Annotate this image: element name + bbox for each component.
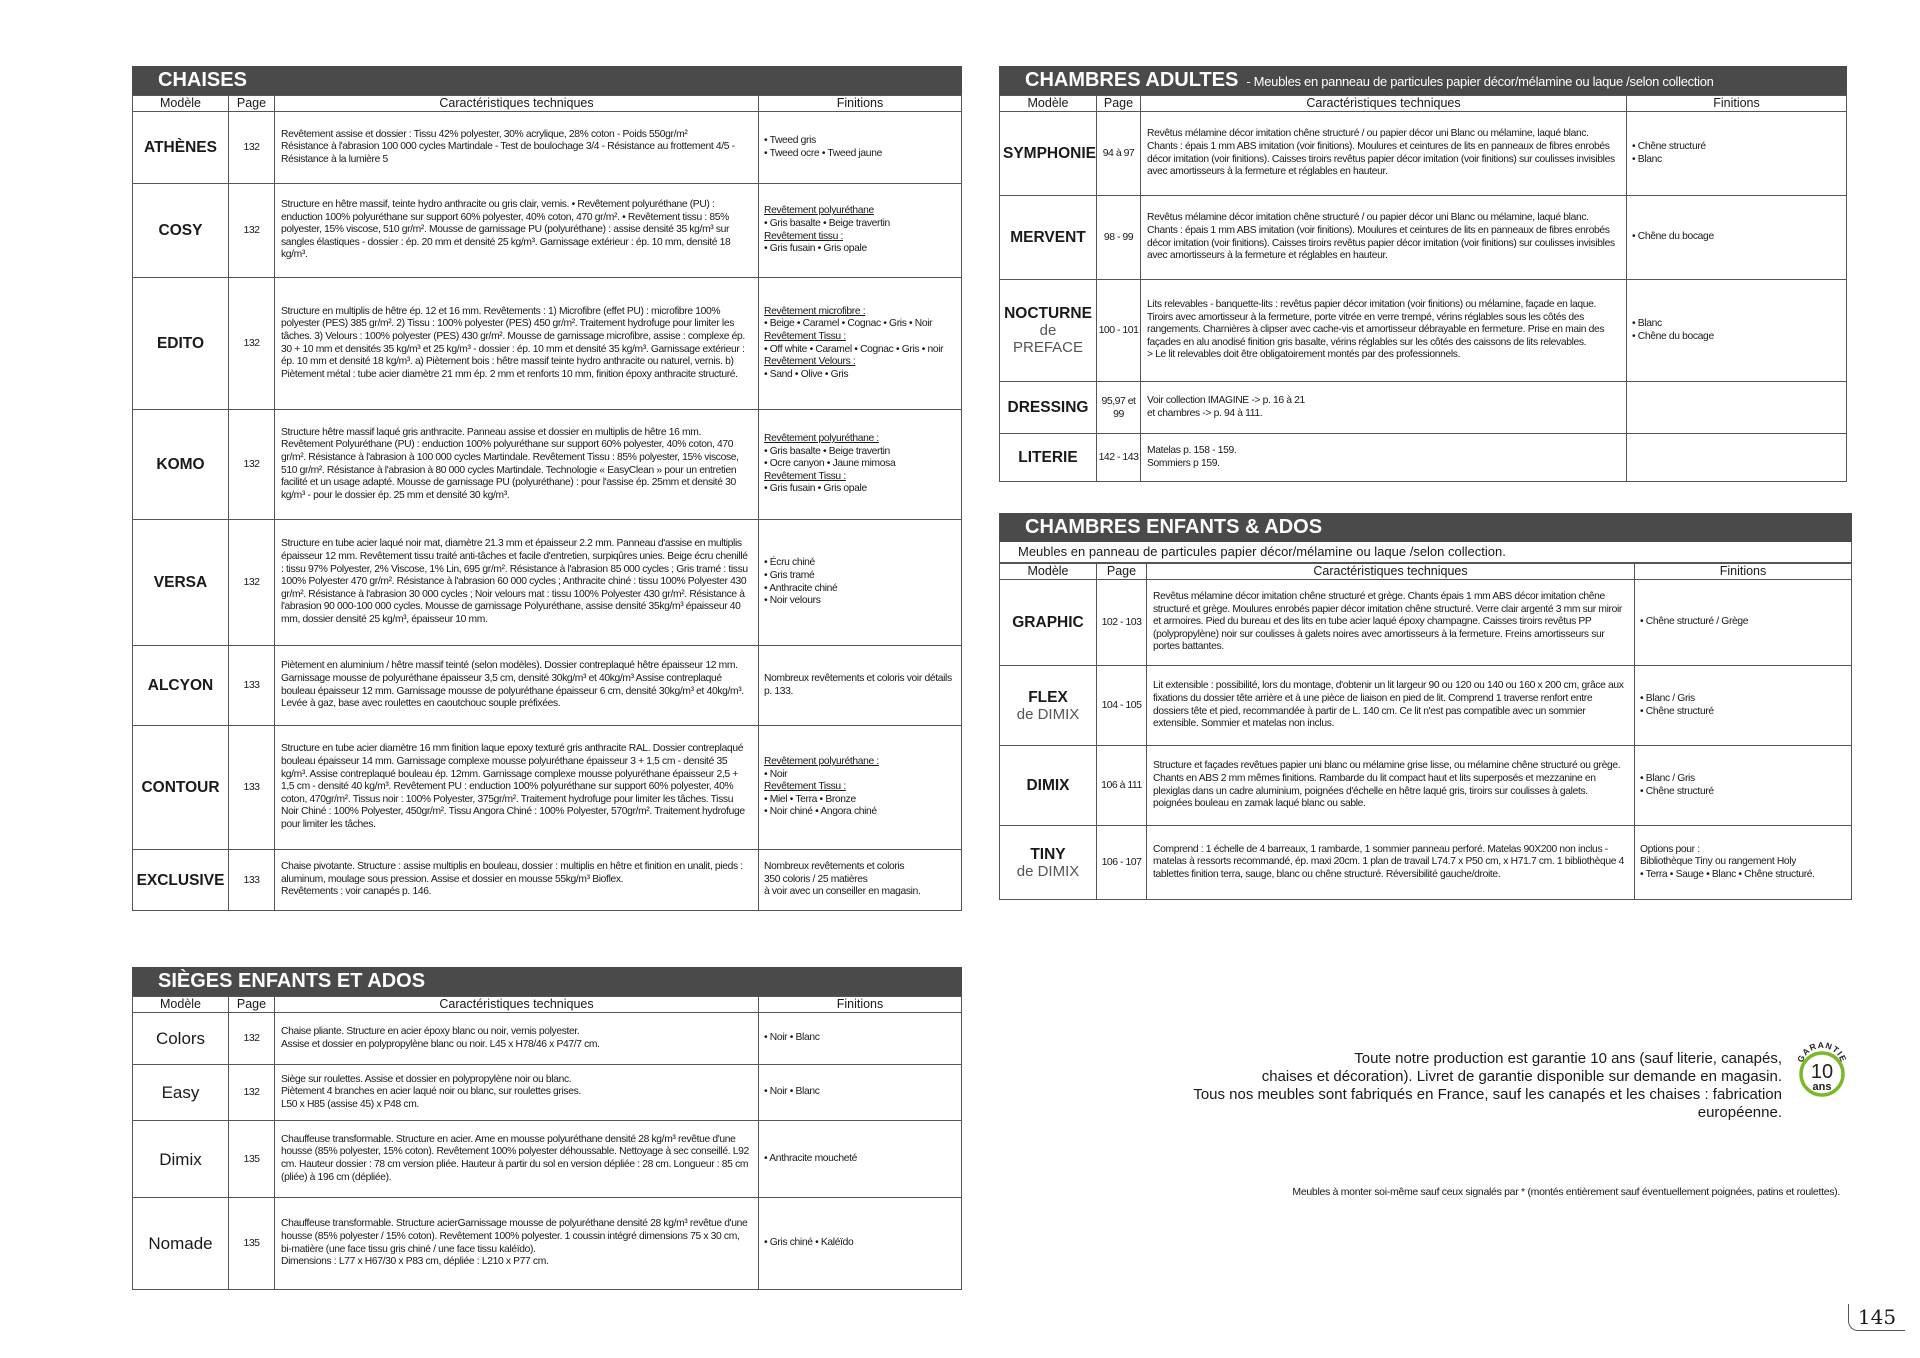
model-name: [133, 1198, 229, 1290]
finishes-cell: [1627, 280, 1847, 382]
specs-cell: [275, 1065, 759, 1121]
chambres-adultes-subtitle: - Meubles en panneau de particules papier décor/mélamine ou laque /selon collection: [1246, 74, 1714, 89]
model-label: ATHÈNES: [144, 139, 217, 156]
sieges-table: [132, 996, 962, 1290]
specs-cell: [1141, 434, 1627, 482]
page-ref: 132: [229, 1013, 275, 1065]
table-header: [133, 997, 962, 1013]
finishes-cell: [759, 850, 962, 911]
finish-item: Revêtement polyuréthane :: [764, 433, 879, 445]
chambres-adultes-panel: [999, 66, 1847, 482]
page-ref: 94 à 97: [1097, 112, 1141, 196]
spec-text: Structure en tube acier diamètre 16 mm finition laque epoxy texturé gris anthracite RAL. Dossier contreplaqué bouleau épaisseur 14 mm. Garnissage complexe mousse polyuréthane épaisseur 3 + 1,5 cm - densité 35 kg/m³. Assise contreplaqué bouleau ép. 12mm. Garnissage complexe mousse polyuréthane épaisseur 2,5 + 1,5 cm - densité 40 kg/m³. Revêtement PU : enduction 100% polyuréthane sur support 60% polyester, 40% coton, 470gr/m². Tissus noir : 100% Polyester, 375gr/m². Traitement hydrofuge pour limiter les tâches. Tissu Noir Chiné : 100% Polyester, 450gr/m². Tissu Angora Chiné : 100% Polyester, 570gr/m². Traitement hydrofuge pour limiter les tâches.: [281, 743, 745, 830]
chambres-enfants-table: [999, 563, 1852, 900]
page-ref: 104 - 105: [1097, 666, 1147, 746]
finish-item: Revêtement Tissu :: [764, 781, 846, 793]
chaises-panel: [132, 66, 962, 911]
model-name: [133, 850, 229, 911]
model-name: [1000, 382, 1097, 434]
spec-text: et chambres -> p. 94 à 111.: [1147, 407, 1263, 419]
page-ref: 102 - 103: [1097, 580, 1147, 666]
finish-item: • Gris basalte • Beige travertin: [764, 217, 890, 229]
model-name: [1000, 746, 1097, 826]
page-ref: 133: [229, 850, 275, 911]
finish-item: 350 coloris / 25 matières: [764, 873, 868, 885]
header-specs: Caractéristiques techniques: [1141, 96, 1627, 112]
spec-text: Voir collection IMAGINE -> p. 16 à 21: [1147, 394, 1305, 406]
finish-item: • Noir: [764, 768, 788, 780]
chaises-title: CHAISES: [132, 66, 962, 95]
model-name: [133, 1013, 229, 1065]
guarantee-text: [1110, 1050, 1782, 1122]
finish-item: • Chêne structuré: [1632, 140, 1706, 152]
model-name: [133, 1065, 229, 1121]
spec-text: Résistance à l'abrasion 100 000 cycles Martindale - Test de boulochage 3/4 - Résistance au frottement 4/5 - Résistance à la lumière 5: [281, 141, 735, 165]
finish-item: • Beige • Caramel • Cognac • Gris • Noir: [764, 318, 933, 330]
spec-text: Chauffeuse transformable. Structure en acier. Ame en mousse polyuréthane densité 28 kg/m³ revêtue d'une housse (85% polyester, 15% coton). Revêtement 100% polyester déhoussable. Nettoyage à sec conseillé. L92 cm. Hauteur dossier : 78 cm version pliée. Hauteur à partir du sol en version dépliée : 28 cm. Longueur : 85 cm (pliée) à 196 cm (dépliée).: [281, 1133, 749, 1183]
specs-cell: [275, 1198, 759, 1290]
header-page: Page: [229, 96, 275, 112]
header-model: Modèle: [133, 96, 229, 112]
finish-item: • Gris chiné • Kaléïdo: [764, 1237, 854, 1249]
table-row: [1000, 666, 1852, 746]
page-ref: 106 à 111: [1097, 746, 1147, 826]
model-label: DRESSING: [1007, 399, 1089, 416]
finish-item: Revêtement polyuréthane: [764, 205, 874, 217]
spec-text: Lit extensible : possibilité, lors du montage, d'obtenir un lit largeur 90 ou 120 ou 140 ou 160 x 200 cm, grâce aux fixations du dossier tête arrière et à une pièce de liaison en pied de lit. Comprend 1 traverse renfort entre dossiers tête et pied, recommandée à partir de L. 140 cm. Ce lit n'est pas compatible avec un sommier extensible. Sommier et matelas non inclus.: [1153, 680, 1624, 730]
specs-cell: [275, 646, 759, 726]
table-row: [133, 726, 962, 850]
model-label: Easy: [161, 1083, 200, 1102]
header-page: Page: [1097, 96, 1141, 112]
specs-cell: [275, 410, 759, 520]
spec-text: Comprend : 1 échelle de 4 barreaux, 1 rambarde, 1 sommier panneau perforé. Matelas 90X200 non inclus - matelas à ressorts recommandé, ép. maxi 20cm. 1 plan de travail L74.7 x P50 cm, x H71.7 cm. 1 bibliothèque 4 tablettes finition terra, sauge, blanc ou chêne structuré. Réversibilité gauche/droite.: [1153, 843, 1625, 880]
finish-item: Revêtement Velours :: [764, 356, 856, 368]
model-name: [133, 112, 229, 184]
finish-item: • Gris fusain • Gris opale: [764, 243, 867, 255]
header-page: Page: [229, 997, 275, 1013]
finish-item: Bibliothèque Tiny ou rangement Holy: [1640, 856, 1797, 868]
page-ref: 132: [229, 1065, 275, 1121]
spec-text: Lits relevables - banquette-lits : revêtus papier décor imitation (voir finitions) ou mélamine, façade en laque. Tiroirs avec amortisseur à la fermeture, porte vitrée en verre trempé, vérins réglables sous les côtés des rangements. Charnières à clipser avec cache-vis et amortisseur débrayable en fermeture. Prise en main des façades en alu anodisé finition gris basalte, vérins réglables sur les côtés des caissons de lits relevables.: [1147, 299, 1605, 348]
spec-text: > Le lit relevables doit être obligatoirement montés par des professionnels.: [1147, 349, 1461, 361]
page-ref: 142 - 143: [1097, 434, 1141, 482]
table-row: [133, 646, 962, 726]
guarantee-badge-icon: [1790, 1038, 1854, 1102]
table-header: [133, 96, 962, 112]
table-row: [1000, 434, 1847, 482]
spec-text: Piètement 4 branches en acier laqué noir ou blanc, sur roulettes grises.: [281, 1086, 581, 1098]
model-label: EXCLUSIVE: [136, 871, 225, 889]
sieges-title: SIÈGES ENFANTS ET ADOS: [132, 967, 962, 996]
finish-item: • Ocre canyon • Jaune mimosa: [764, 458, 896, 470]
spec-text: Structure et façades revêtues papier uni blanc ou mélamine grise lisse, ou mélamine chêne structuré ou grège. Chants en ABS 2 mm mêmes finitions. Rambarde du lit compact haut et lits superposés et mezzanine en plexiglas dans un cadre aluminium, poignées d'échelle en hêtre laqué gris, tiroirs sur coulisses à galets. poignées bouleau en zamak laqué blanc ou sable.: [1153, 760, 1621, 810]
finish-item: Revêtement microfibre :: [764, 305, 866, 317]
specs-cell: [1141, 112, 1627, 196]
finishes-cell: [759, 184, 962, 278]
page-ref: 106 - 107: [1097, 826, 1147, 900]
finish-item: • Tweed gris: [764, 134, 816, 146]
table-row: [133, 1013, 962, 1065]
finish-item: • Noir chiné • Angora chiné: [764, 806, 877, 818]
finish-item: Nombreux revêtements et coloris voir détails p. 133.: [764, 672, 952, 697]
table-row: [133, 184, 962, 278]
specs-cell: [1141, 382, 1627, 434]
finishes-cell: [759, 410, 962, 520]
header-specs: Caractéristiques techniques: [1147, 564, 1635, 580]
table-row: [133, 278, 962, 410]
page-ref: 132: [229, 410, 275, 520]
finish-item: Revêtement Tissu :: [764, 470, 846, 482]
model-name: [133, 184, 229, 278]
model-label: Dimix: [159, 1149, 202, 1169]
specs-cell: [275, 112, 759, 184]
guarantee-line-3: Tous nos meubles sont fabriqués en France, sauf les canapés et les chaises : fabrication européenne.: [1193, 1086, 1782, 1121]
finishes-cell: [1627, 196, 1847, 280]
specs-cell: [275, 184, 759, 278]
header-specs: Caractéristiques techniques: [275, 997, 759, 1013]
finish-item: • Chêne structuré: [1640, 785, 1714, 797]
model-label: GRAPHIC: [1012, 614, 1084, 631]
chambres-enfants-panel: [999, 513, 1852, 900]
specs-cell: [1147, 746, 1635, 826]
finishes-cell: [1635, 580, 1852, 666]
page-ref: 133: [229, 726, 275, 850]
spec-text: Chauffeuse transformable. Structure acierGarnissage mousse de polyuréthane densité 28 kg/m³ revêtue d'une housse (85% polyester / 15% coton). Revêtement 100% polyester. 1 coussin intégré dimensions 75 x 30 cm, bi-matière (une face tissu gris chiné / une face tissu kaléïdo).: [281, 1218, 748, 1255]
table-row: [1000, 826, 1852, 900]
sieges-body: [133, 1013, 962, 1290]
specs-cell: [1141, 196, 1627, 280]
spec-text: Assise et dossier en polypropylène blanc ou noir. L45 x H78/46 x P47/7 cm.: [281, 1038, 600, 1050]
spec-text: L50 x H85 (assise 45) x P48 cm.: [281, 1098, 419, 1110]
model-label: COSY: [158, 222, 203, 239]
model-label: CONTOUR: [141, 779, 220, 796]
header-model: Modèle: [133, 997, 229, 1013]
finish-item: Revêtement tissu :: [764, 230, 843, 242]
chambres-enfants-title: CHAMBRES ENFANTS & ADOS: [999, 513, 1852, 542]
model-label: DIMIX: [1026, 777, 1070, 794]
page-ref: 133: [229, 646, 275, 726]
specs-cell: [1141, 280, 1627, 382]
table-row: [1000, 112, 1847, 196]
chambres-adultes-body: [1000, 112, 1847, 482]
header-finishes: Finitions: [1635, 564, 1852, 580]
table-row: [1000, 382, 1847, 434]
page-ref: 132: [229, 184, 275, 278]
model-subtitle: de: [1039, 322, 1057, 339]
specs-cell: [275, 726, 759, 850]
finish-item: • Gris fusain • Gris opale: [764, 483, 867, 495]
model-label: SYMPHONIE: [1003, 145, 1097, 162]
finishes-cell: [1627, 382, 1847, 434]
specs-cell: [275, 1121, 759, 1198]
spec-text: Revêtement assise et dossier : Tissu 42% polyester, 30% acrylique, 28% coton - Poids 550gr/m²: [281, 128, 688, 140]
model-label: ALCYON: [147, 677, 214, 694]
finish-item: • Sand • Olive • Gris: [764, 368, 849, 380]
finish-item: • Noir • Blanc: [764, 1086, 820, 1098]
model-name: [133, 1121, 229, 1198]
table-row: [133, 1121, 962, 1198]
finishes-cell: [1635, 826, 1852, 900]
finishes-cell: [1627, 112, 1847, 196]
header-page: Page: [1097, 564, 1147, 580]
finish-item: • Noir • Blanc: [764, 1032, 820, 1044]
finishes-cell: [759, 1121, 962, 1198]
finish-item: • Tweed ocre • Tweed jaune: [764, 147, 882, 159]
spec-text: Revêtements : voir canapés p. 146.: [281, 886, 432, 898]
model-name: [133, 520, 229, 646]
table-row: [133, 410, 962, 520]
finish-item: • Blanc / Gris: [1640, 772, 1695, 784]
header-finishes: Finitions: [1627, 96, 1847, 112]
specs-cell: [275, 1013, 759, 1065]
finish-item: • Chêne structuré / Grège: [1640, 616, 1749, 628]
finish-item: • Terra • Sauge • Blanc • Chêne structuré.: [1640, 868, 1815, 880]
header-model: Modèle: [1000, 96, 1097, 112]
model-name: [1000, 196, 1097, 280]
chambres-adultes-table: [999, 95, 1847, 482]
page-number: 145: [1848, 1304, 1905, 1331]
badge-unit: ans: [1812, 1081, 1832, 1093]
table-row: [133, 520, 962, 646]
specs-cell: [1147, 666, 1635, 746]
finish-item: • Blanc / Gris: [1640, 692, 1695, 704]
header-model: Modèle: [1000, 564, 1097, 580]
specs-cell: [275, 850, 759, 911]
table-row: [133, 112, 962, 184]
header-specs: Caractéristiques techniques: [275, 96, 759, 112]
header-finishes: Finitions: [759, 997, 962, 1013]
finish-item: • Anthracite moucheté: [764, 1152, 857, 1164]
page-ref: 132: [229, 520, 275, 646]
specs-cell: [275, 278, 759, 410]
page-ref: 95,97 et 99: [1097, 382, 1141, 434]
table-header: [1000, 96, 1847, 112]
spec-text: Structure hêtre massif laqué gris anthracite. Panneau assise et dossier en multiplis de hêtre 16 mm. Revêtement Polyuréthane (PU) : enduction 100% polyuréthane sur support 60% polyester, 40% coton, 470 gr/m². Résistance à l'abrasion à 100 000 cycles Martindale. Revêtement Tissu : 85% polyester, 15% viscose, 510 gr/m². Résistance à l'abrasion à 80 000 cycles Martindale. Technologie « EasyClean » pour un entretien facilité et un usage adapté. Mousse de garnissage PU (polyuréthane) : pour l'assise ép. 25mm et densité 30 kg/m³ - pour le dossier ép. 25 mm et densité 30 kg/m³.: [281, 426, 739, 501]
finish-item: • Chêne structuré: [1640, 705, 1714, 717]
model-name: [1000, 280, 1097, 382]
finish-item: • Gris tramé: [764, 569, 815, 581]
finish-item: Nombreux revêtements et coloris: [764, 861, 905, 873]
table-row: [1000, 280, 1847, 382]
model-label: EDITO: [156, 335, 205, 352]
finish-item: • Chêne du bocage: [1632, 330, 1714, 342]
specs-cell: [275, 520, 759, 646]
page-ref: 135: [229, 1198, 275, 1290]
assembly-note: Meubles à monter soi-même sauf ceux signalés par * (montés entièrement sauf éventuellement poignées, patins et roulettes).: [1292, 1186, 1840, 1198]
finishes-cell: [1635, 666, 1852, 746]
finish-item: • Chêne du bocage: [1632, 231, 1714, 243]
spec-text: Structure en hêtre massif, teinte hydro anthracite ou gris clair, vernis. • Revêtement polyuréthane (PU) : enduction 100% polyuréthane sur support 60% polyester, 40% coton, 470 gr/m². • Revêtement tissu : 85% polyester, 15% viscose, 510 gr/m². Mousse de garnissage PU (polyuréthane) : assise densité 35 kg/m³ sur sangles élastiques - dossier : ép. 20 mm et densité 25 kg/m³. Garnissage extérieur : ép. 10 mm, densité 18 kg/m³.: [281, 199, 731, 261]
specs-cell: [1147, 826, 1635, 900]
spec-text: Matelas p. 158 - 159.: [1147, 444, 1237, 456]
finishes-cell: [1635, 746, 1852, 826]
finishes-cell: [759, 520, 962, 646]
finish-item: • Écru chiné: [764, 557, 815, 569]
finishes-cell: [759, 278, 962, 410]
finish-item: • Miel • Terra • Bronze: [764, 793, 856, 805]
chaises-body: [133, 112, 962, 911]
spec-text: Piètement en aluminium / hêtre massif teinté (selon modèles). Dossier contreplaqué hêtre épaisseur 12 mm. Garnissage mousse de polyuréthane épaisseur 3,5 cm, densité 30kg/m³ et 40kg/m³ Assise contreplaqué bouleau épaisseur 12 mm. Garnissage mousse de polyuréthane épaisseur 6 cm, densité 30kg/m³ et 40kg/m³. Levée à gaz, base avec roulettes en caoutchouc souple préfixées.: [281, 660, 744, 710]
model-subtitle: de DIMIX: [1016, 862, 1080, 880]
table-row: [1000, 580, 1852, 666]
finishes-cell: [759, 1198, 962, 1290]
sieges-panel: [132, 967, 962, 1290]
table-header: [1000, 564, 1852, 580]
spec-text: Structure en multiplis de hêtre ép. 12 et 16 mm. Revêtements : 1) Microfibre (effet PU) : microfibre 100% polyester (PES) 385 gr/m². 2) Tissu : 100% polyester (PES) 450 gr/m². Traitement hydrofuge pour limiter les tâches. 3) Velours : 100% polyester (PES) 430 gr/m². Mousse de garnissage microfibre, assise : complexe ép. 30 + 10 mm et densités 35 kg/m³ et 25 kg/m³ - dossier : ép. 10 mm et densité 35 kg/m³. Garnissage extérieur : ép. 10 mm et densité 18 kg/m³. a) Piètement bois : hêtre massif teinte hydro anthracite ou naturel, vernis. b) Piètement métal : tube acier diamètre 21 mm ép. 2 mm et renforts 10 mm, finition époxy anthracite structuré.: [281, 305, 745, 380]
spec-text: Revêtus mélamine décor imitation chêne structuré et grège. Chants épais 1 mm ABS décor imitation chêne structuré et grège. Moulures enrobés papier décor imitation chêne structuré. Verre clair argenté 3 mm sur miroir et armoires. Pied du bureau et des lits en tube acier laqué époxy champagne. Caisses tiroirs revêtus PP (polypropylène) noir sur coulisses à galets noires avec amortisseurs à la fermeture. Freins amortisseurs sur portes battantes.: [1153, 591, 1623, 653]
spec-text: Structure en tube acier laqué noir mat, diamètre 21.3 mm et épaisseur 2.2 mm. Panneau d'assise en multiplis épaisseur 12 mm. Revêtement tissu traité anti-tâches et facile d'entretien, surpiqûres unies. Beige écru chenillé : tissu 97% Polyester, 2% Viscose, 1% Lin, 695 gr/m². Résistance à l'abrasion 85 000 cycles ; Gris tramé : tissu 100% Polyester 470 gr/m². Résistance à l'abrasion 60 000 cycles ; Anthracite chiné : tissu 100% Polyester 430 gr/m². Résistance à l'abrasion 30 000 cycles ; Noir velours mat : tissu 100% Polyester 430 gr/m². Résistance à l'abrasion 90 000-100 000 cycles. Mousse de garnissage Polyuréthane, assise densité 35kg/m³ épaisseur 40 mm, dossier densité 25 kg/m³, épaisseur 10 mm.: [281, 538, 748, 625]
table-row: [1000, 196, 1847, 280]
finish-item: Options pour :: [1640, 843, 1700, 855]
model-name: [133, 410, 229, 520]
guarantee-line-1: Toute notre production est garantie 10 ans (sauf literie, canapés,: [1354, 1050, 1782, 1067]
model-label: Colors: [155, 1029, 206, 1048]
chambres-adultes-heading: CHAMBRES ADULTES: [1025, 69, 1239, 91]
model-label: Nomade: [148, 1234, 213, 1253]
table-row: [133, 1065, 962, 1121]
model-label: LITERIE: [1018, 449, 1078, 466]
model-name: [133, 726, 229, 850]
chaises-table: [132, 95, 962, 911]
finish-item: Revêtement Tissu :: [764, 330, 846, 342]
page-ref: 100 - 101: [1097, 280, 1141, 382]
finishes-cell: [759, 1065, 962, 1121]
page-ref: 132: [229, 278, 275, 410]
badge-number: 10: [1810, 1061, 1834, 1083]
table-row: [133, 1198, 962, 1290]
chambres-adultes-title: [999, 66, 1847, 95]
spec-text: Chaise pivotante. Structure : assise multiplis en bouleau, dossier : multiplis en hêtre et finition en unalit, pieds : aluminum, moulage sous pression. Assise et dossier en mousse 55kg/m³ Bioflex.: [281, 861, 743, 885]
model-label: KOMO: [156, 456, 205, 473]
finish-item: • Noir velours: [764, 595, 821, 607]
model-name: [1000, 434, 1097, 482]
page-ref: 135: [229, 1121, 275, 1198]
model-name: [1000, 112, 1097, 196]
finishes-cell: [759, 646, 962, 726]
model-name: [1000, 826, 1097, 900]
model-subtitle: de DIMIX: [1016, 705, 1080, 723]
badge-arc-text: GARANTIE: [1795, 1039, 1849, 1064]
model-name: [133, 646, 229, 726]
model-label: TINY: [1030, 845, 1066, 863]
spec-text: Siège sur roulettes. Assise et dossier en polypropylène noir ou blanc.: [281, 1073, 572, 1085]
spec-text: Sommiers p 159.: [1147, 457, 1220, 469]
model-label: VERSA: [153, 574, 208, 591]
table-row: [1000, 746, 1852, 826]
model-subtitle: PREFACE: [1012, 339, 1084, 356]
model-name: [133, 278, 229, 410]
chambres-enfants-subline: Meubles en panneau de particules papier décor/mélamine ou laque /selon collection.: [999, 542, 1852, 563]
model-label: NOCTURNE: [1004, 305, 1092, 322]
finish-item: • Anthracite chiné: [764, 582, 838, 594]
finish-item: • Gris basalte • Beige travertin: [764, 445, 890, 457]
finish-item: à voir avec un conseiller en magasin.: [764, 886, 921, 898]
specs-cell: [1147, 580, 1635, 666]
finishes-cell: [759, 1013, 962, 1065]
header-finishes: Finitions: [759, 96, 962, 112]
model-label: FLEX: [1028, 688, 1068, 706]
model-name: [1000, 580, 1097, 666]
spec-text: Revêtus mélamine décor imitation chêne structuré / ou papier décor uni Blanc ou mélamine, laqué blanc. Chants : épais 1 mm ABS imitation (voir finitions). Moulures et ceintures de lits en panneaux de fibres enrobés décor imitation (voir finitions). Caisses tiroirs revêtus papier décor imitation (voir finitions) sur coulisses invisibles avec amortisseurs à la fermeture et réglables en hauteur.: [1147, 212, 1615, 262]
finish-item: • Blanc: [1632, 153, 1662, 165]
spec-text: Chaise pliante. Structure en acier époxy blanc ou noir, vernis polyester.: [281, 1025, 580, 1037]
spec-text: Revêtus mélamine décor imitation chêne structuré / ou papier décor uni Blanc ou mélamine, laqué blanc. Chants : épais 1 mm ABS imitation (voir finitions). Moulures et ceintures de lits en panneaux de fibres enrobés décor imitation (voir finitions). Caisses tiroirs revêtus papier décor imitation (voir finitions) sur coulisses invisibles avec amortisseurs à la fermeture et réglables en hauteur.: [1147, 128, 1615, 178]
finish-item: • Off white • Caramel • Cognac • Gris • noir: [764, 343, 944, 355]
finishes-cell: [759, 112, 962, 184]
finishes-cell: [1627, 434, 1847, 482]
chambres-enfants-body: [1000, 580, 1852, 900]
table-row: [133, 850, 962, 911]
guarantee-line-2: chaises et décoration). Livret de garantie disponible sur demande en magasin.: [1261, 1068, 1782, 1085]
model-name: [1000, 666, 1097, 746]
model-label: MERVENT: [1010, 229, 1086, 246]
finishes-cell: [759, 726, 962, 850]
page-ref: 132: [229, 112, 275, 184]
page-ref: 98 - 99: [1097, 196, 1141, 280]
finish-item: Revêtement polyuréthane :: [764, 756, 879, 768]
finish-item: • Blanc: [1632, 317, 1662, 329]
spec-text: Dimensions : L77 x H67/30 x P83 cm, dépliée : L210 x P77 cm.: [281, 1256, 549, 1268]
